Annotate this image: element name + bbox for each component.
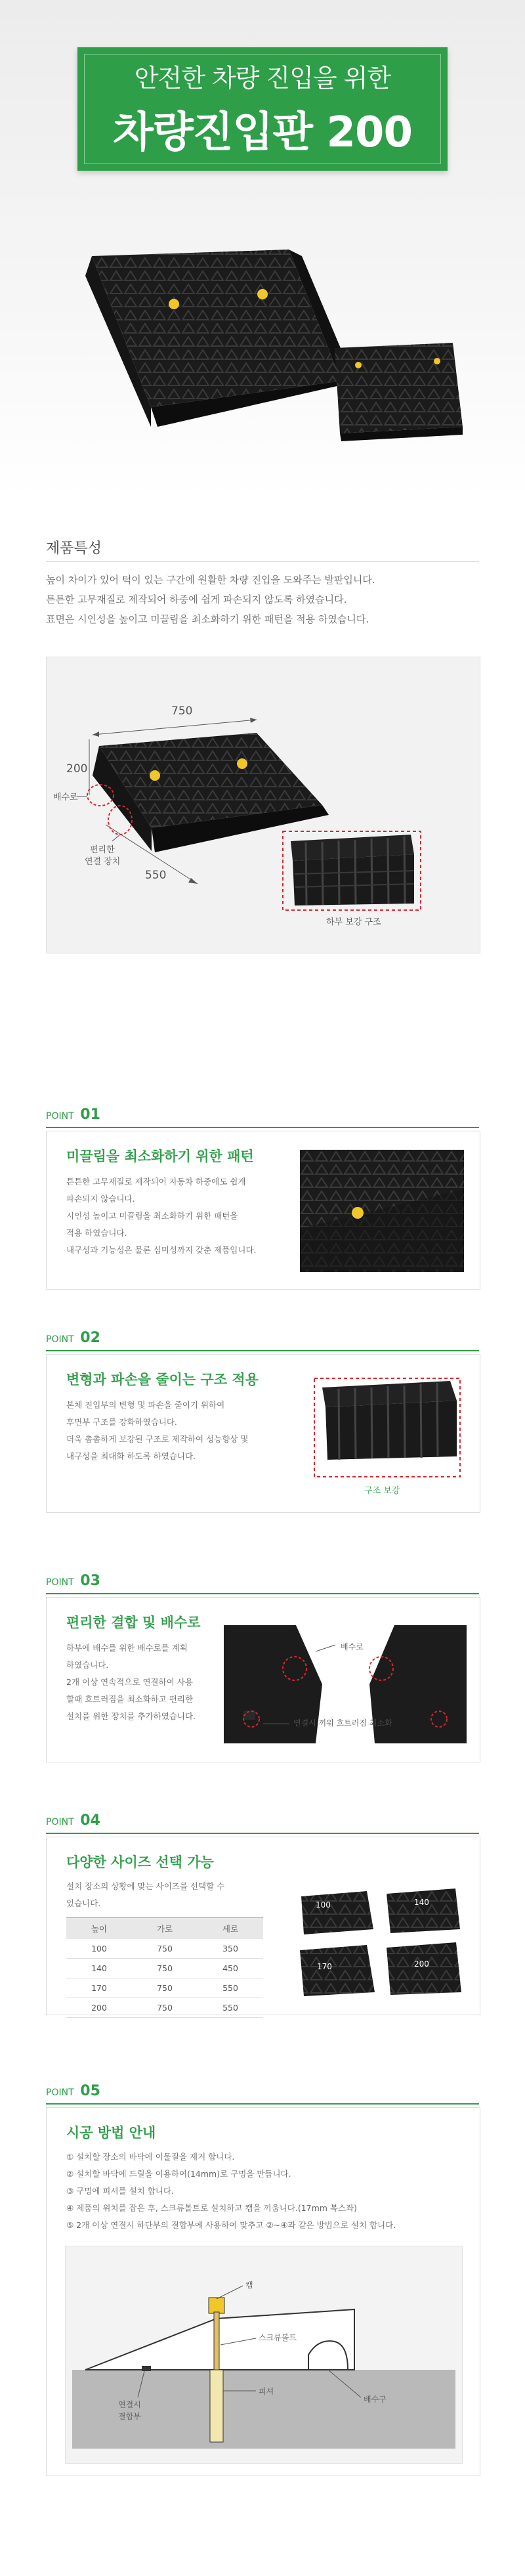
point-text-line: 내구성과 기능성은 물론 심미성까지 갖춘 제품입니다.: [66, 1245, 257, 1255]
coupling-callout: 연결시 끼워 흐트러짐 최소화: [293, 1718, 392, 1728]
size-thumb-label: 100: [316, 1900, 331, 1910]
size-cell: 550: [198, 1998, 263, 2018]
size-cell: 200: [66, 1998, 132, 2018]
page-title: 차량진입판 200: [113, 108, 412, 157]
point-text-line: 할때 흐트러짐을 최소화하고 편리한: [66, 1694, 194, 1704]
size-cell: 140: [66, 1959, 132, 1978]
point-04-heading: 다양한 사이즈 선택 가능: [66, 1854, 214, 1870]
dimension-diagram-panel: [46, 657, 480, 953]
size-table-row: [66, 1978, 263, 1998]
size-cell: 750: [132, 1959, 198, 1978]
feature-line: 높이 차이가 있어 턱이 있는 구간에 원활한 차량 진입을 도와주는 발판입니다.: [46, 574, 375, 586]
point-03-text: [66, 1640, 196, 1725]
cap-label: 캡: [245, 2281, 253, 2290]
size-table-row: [66, 1939, 263, 1959]
install-step: ③ 구멍에 피셔를 설치 합니다.: [66, 2186, 174, 2196]
point-04-text: [66, 1878, 224, 1912]
screw-bolt-label: 스크류볼트: [259, 2333, 297, 2342]
size-table-header: 가로: [132, 1918, 198, 1940]
point-text-line: 하부에 배수를 위한 배수로를 계획: [66, 1643, 188, 1653]
install-steps: [66, 2149, 396, 2234]
anti-slip-pattern-photo: [300, 1150, 464, 1272]
point-text-line: 튼튼한 고무재질로 제작되어 자동차 하중에도 쉽게: [66, 1177, 246, 1187]
point-prefix: POINT: [46, 1817, 74, 1827]
point-01-text: [66, 1173, 257, 1259]
size-cell: 750: [132, 1998, 198, 2018]
feature-line: 표면은 시인성을 높이고 미끌림을 최소화하기 위한 패턴을 적용 하였습니다.: [46, 613, 369, 625]
bottom-structure-image: [291, 835, 414, 906]
features-text: [46, 570, 375, 629]
point-number: 02: [80, 1330, 100, 1346]
point-text-line: 하였습니다.: [66, 1660, 109, 1670]
point-text-line: 설치를 위한 장치를 추가하였습니다.: [66, 1711, 196, 1721]
size-cell: 100: [66, 1939, 132, 1959]
point-text-line: 설치 장소의 상황에 맞는 사이즈를 선택할 수: [66, 1881, 225, 1891]
install-diagram: [66, 2246, 462, 2463]
point-text-line: 있습니다.: [66, 1898, 101, 1908]
joint-label-2: 결합부: [118, 2412, 141, 2421]
size-cell: 450: [198, 1959, 263, 1978]
size-table: [66, 1917, 263, 2018]
height-dimension: 200: [66, 762, 88, 775]
point-04-box: [46, 1837, 480, 2015]
fischer-label: 피셔: [259, 2387, 274, 2396]
point-03-heading: 편리한 결합 및 배수로: [66, 1615, 201, 1630]
size-thumb-label: 170: [317, 1962, 332, 1971]
point-text-line: 내구성을 최대화 하도록 하였습니다.: [66, 1451, 196, 1461]
point-prefix: POINT: [46, 2087, 74, 2098]
point-text-line: 적용 하였습니다.: [66, 1228, 127, 1238]
point-02-heading: 변형과 파손을 줄이는 구조 적용: [66, 1372, 259, 1387]
size-cell: 170: [66, 1978, 132, 1998]
size-cell: 550: [198, 1978, 263, 1998]
point-prefix: POINT: [46, 1334, 74, 1345]
point-01-rule: [46, 1127, 479, 1128]
point-03-box: [46, 1597, 480, 1762]
point-text-line: 파손되지 않습니다.: [66, 1194, 135, 1204]
point-number: 01: [80, 1106, 100, 1123]
size-table-header: 세로: [198, 1918, 263, 1940]
depth-dimension: 550: [145, 869, 167, 882]
features-title: 제품특성: [46, 540, 102, 557]
point-text-line: 본체 진입부의 변형 및 파손을 줄이기 위하여: [66, 1400, 225, 1410]
point-text-line: 시인성 높이고 미끌림을 최소화하기 위한 패턴을: [66, 1211, 238, 1221]
page-subtitle: 안전한 차량 진입을 위한: [134, 64, 391, 93]
size-thumb-label: 200: [414, 1959, 429, 1969]
connect-label-1: 편리한: [90, 845, 115, 855]
connect-label-2: 연결 장치: [85, 857, 121, 867]
install-step: ⑤ 2개 이상 연결시 하단부의 결합부에 사용하여 맞추고 ②~④과 같은 방법으로 설치 합니다.: [66, 2220, 396, 2230]
point-02-rule: [46, 1350, 479, 1351]
point-01-heading: 미끌림을 최소화하기 위한 패턴: [66, 1148, 254, 1164]
point-number: 03: [80, 1573, 100, 1589]
point-number: 05: [80, 2083, 100, 2099]
install-step: ② 설치할 바닥에 드릴을 이용하여(14mm)로 구멍을 만듭니다.: [66, 2169, 291, 2179]
install-diagram-panel: [65, 2246, 463, 2464]
install-step: ④ 제품의 위치를 잡은 후, 스크류볼트로 설치하고 캡을 끼웁니다.(17mm 복스좌): [66, 2203, 358, 2213]
bottom-structure-label: 하부 보강 구조: [326, 917, 381, 927]
point-04-rule: [46, 1833, 479, 1834]
size-variants-image: [295, 1877, 465, 2001]
size-table-row: [66, 1959, 263, 1978]
size-cell: 350: [198, 1939, 263, 1959]
point-prefix: POINT: [46, 1577, 74, 1588]
point-text-line: 더욱 촘촘하게 보강된 구조로 제작하여 성능향상 및: [66, 1434, 249, 1444]
point-03-rule: [46, 1593, 479, 1594]
point-01-box: [46, 1131, 480, 1290]
point-text-line: 2개 이상 연속적으로 연결하여 사용: [66, 1677, 193, 1687]
point-05-rule: [46, 2103, 479, 2105]
size-table-header: 높이: [66, 1918, 132, 1940]
coupling-drain-photo: [217, 1612, 473, 1750]
width-dimension: 750: [171, 705, 193, 718]
point-04-label: [46, 1812, 100, 1829]
point-03-label: [46, 1573, 100, 1589]
point-number: 04: [80, 1812, 100, 1829]
point-text-line: 후면부 구조를 강화하였습니다.: [66, 1417, 177, 1427]
point-prefix: POINT: [46, 1111, 74, 1122]
joint-label-1: 연결시: [118, 2400, 141, 2409]
ramp-dimension-diagram: [47, 657, 480, 953]
drain-callout: 배수로: [341, 1642, 364, 1651]
size-table-row: [66, 1998, 263, 2018]
point-05-label: [46, 2083, 100, 2099]
install-step: ① 설치할 장소의 바닥에 이물질을 제거 합니다.: [66, 2152, 235, 2162]
point-01-label: [46, 1106, 100, 1123]
drain-label: 배수로: [53, 793, 78, 802]
feature-line: 튼튼한 고무재질로 제작되어 하중에 쉽게 파손되지 않도록 하였습니다.: [46, 594, 347, 605]
point-02-label: [46, 1330, 100, 1346]
title-box: [77, 47, 448, 171]
point-02-box: [46, 1354, 480, 1513]
point-05-heading: 시공 방법 안내: [66, 2125, 156, 2141]
size-cell: 750: [132, 1978, 198, 1998]
point-05-box: [46, 2107, 480, 2476]
size-thumb-label: 140: [414, 1898, 429, 1907]
features-divider: [46, 561, 479, 562]
drain-hole-label: 배수구: [364, 2395, 387, 2404]
size-cell: 750: [132, 1939, 198, 1959]
structure-label: 구조 보강: [364, 1486, 400, 1496]
reinforced-structure-photo: [309, 1374, 464, 1499]
point-02-text: [66, 1397, 248, 1465]
hero-product-image: [66, 230, 486, 473]
